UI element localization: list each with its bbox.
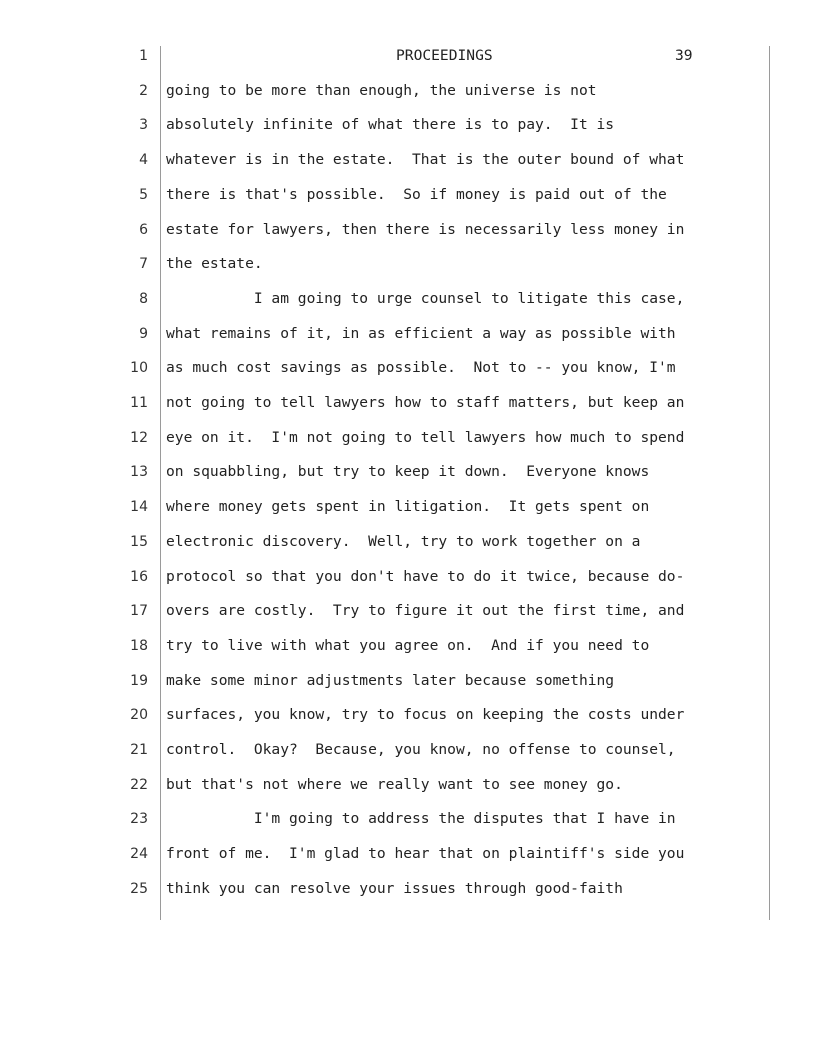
line-number: 12 xyxy=(130,430,148,446)
transcript-line-text: absolutely infinite of what there is to pay. It is xyxy=(166,116,615,133)
transcript-line-text: protocol so that you don't have to do it twice, because do- xyxy=(166,568,685,585)
transcript-line-text: on squabbling, but try to keep it down. Everyone knows xyxy=(166,463,650,480)
transcript-line-text: what remains of it, in as efficient a way as possible with xyxy=(166,325,676,342)
line-number: 16 xyxy=(130,569,148,585)
line-number: 24 xyxy=(130,846,148,862)
line-number: 15 xyxy=(130,534,148,550)
line-number: 9 xyxy=(139,326,148,342)
transcript-line-text: as much cost savings as possible. Not to -- you know, I'm xyxy=(166,359,676,376)
line-number: 19 xyxy=(130,673,148,689)
line-number: 13 xyxy=(130,464,148,480)
line-number: 18 xyxy=(130,638,148,654)
line-number: 4 xyxy=(139,152,148,168)
transcript-line-text: try to live with what you agree on. And if you need to xyxy=(166,637,650,654)
transcript-line-text: but that's not where we really want to see money go. xyxy=(166,776,623,793)
transcript-line-text: not going to tell lawyers how to staff matters, but keep an xyxy=(166,394,685,411)
line-number: 1 xyxy=(139,48,148,64)
line-number: 5 xyxy=(139,187,148,203)
line-number: 25 xyxy=(130,881,148,897)
transcript-line-text: overs are costly. Try to figure it out the first time, and xyxy=(166,602,685,619)
transcript-line-text: front of me. I'm glad to hear that on plaintiff's side you xyxy=(166,845,685,862)
transcript-line-text: going to be more than enough, the universe is not xyxy=(166,82,597,99)
left-margin-rule xyxy=(160,46,161,920)
transcript-line-text: I am going to urge counsel to litigate this case, xyxy=(166,290,685,307)
line-number: 7 xyxy=(139,256,148,272)
transcript-line-text: estate for lawyers, then there is necessarily less money in xyxy=(166,221,685,238)
line-number: 20 xyxy=(130,707,148,723)
transcript-line-text: make some minor adjustments later because something xyxy=(166,672,615,689)
line-number: 3 xyxy=(139,117,148,133)
transcript-line-text: there is that's possible. So if money is paid out of the xyxy=(166,186,667,203)
transcript-line-text: where money gets spent in litigation. It gets spent on xyxy=(166,498,650,515)
transcript-line-text: eye on it. I'm not going to tell lawyers how much to spend xyxy=(166,429,685,446)
line-number: 2 xyxy=(139,83,148,99)
line-number: 21 xyxy=(130,742,148,758)
transcript-line-text: control. Okay? Because, you know, no offense to counsel, xyxy=(166,741,676,758)
right-margin-rule xyxy=(769,46,770,920)
transcript-line-text: surfaces, you know, try to focus on keeping the costs under xyxy=(166,706,685,723)
page-number: 39 xyxy=(675,47,693,64)
transcript-line-text: think you can resolve your issues through good-faith xyxy=(166,880,623,897)
line-number: 14 xyxy=(130,499,148,515)
line-number: 22 xyxy=(130,777,148,793)
line-number: 23 xyxy=(130,811,148,827)
line-number: 8 xyxy=(139,291,148,307)
line-number: 6 xyxy=(139,222,148,238)
transcript-line-text: I'm going to address the disputes that I have in xyxy=(166,810,676,827)
line-number: 10 xyxy=(130,360,148,376)
line-number: 11 xyxy=(130,395,148,411)
line-number: 17 xyxy=(130,603,148,619)
transcript-line-text: whatever is in the estate. That is the outer bound of what xyxy=(166,151,685,168)
transcript-line-text: electronic discovery. Well, try to work together on a xyxy=(166,533,641,550)
page-header-title: PROCEEDINGS xyxy=(396,47,493,64)
transcript-line-text: the estate. xyxy=(166,255,263,272)
